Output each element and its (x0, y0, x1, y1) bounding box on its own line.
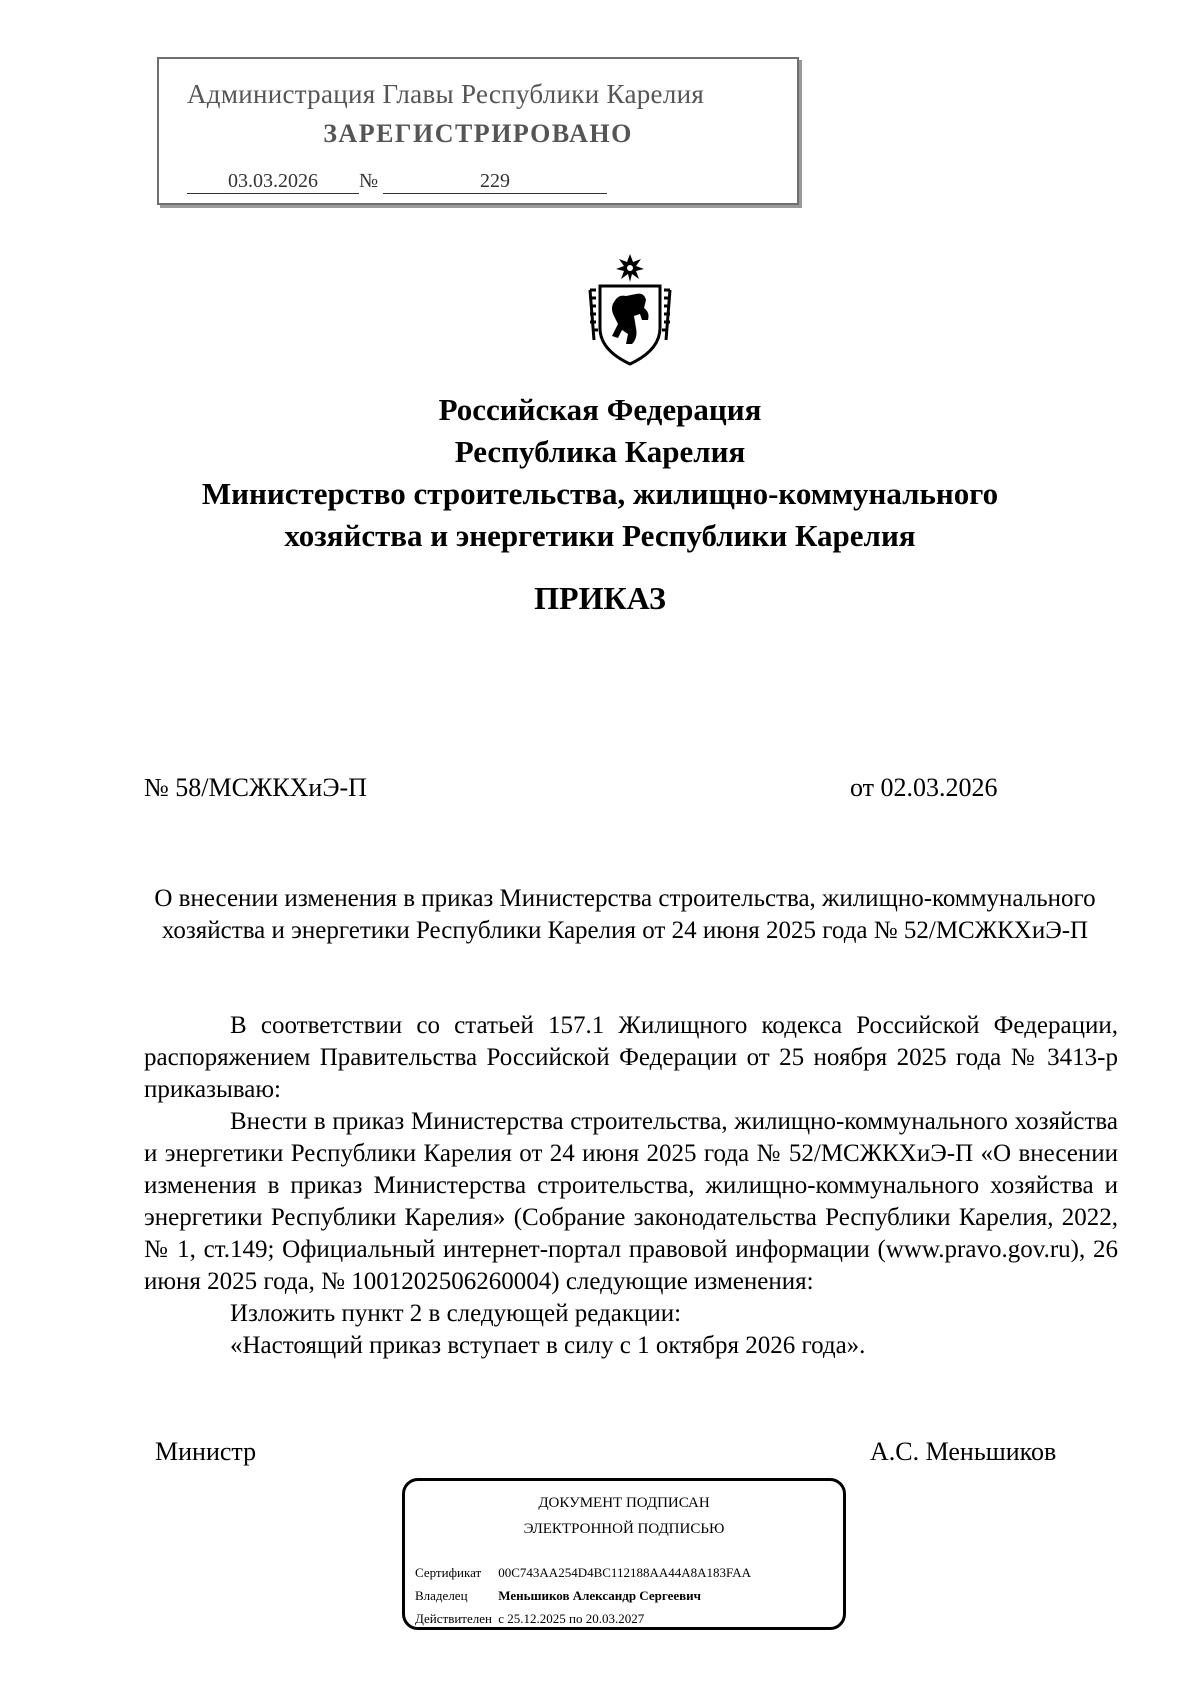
esig-validity-label: Действителен (415, 1611, 492, 1626)
registration-status: ЗАРЕГИСТРИРОВАНО (323, 119, 633, 148)
esig-certificate-label: Сертификат (415, 1565, 482, 1580)
header-ministry-line2: хозяйства и энергетики Республики Карелия (284, 518, 916, 553)
electronic-signature-stamp (402, 1478, 846, 1630)
body-paragraph-basis: В соответствии со статьей 157.1 Жилищного кодекса Российской Федерации, распоряжением Правительства Российской Федерации от 25 ноября 2025 года № 3413-р приказываю: (144, 1012, 1118, 1103)
esig-owner-row (415, 1588, 701, 1604)
header-country: Российская Федерация (438, 392, 762, 427)
body-paragraph-new-wording: «Настоящий приказ вступает в силу с 1 октября 2026 года». (230, 1332, 866, 1359)
header-ministry-line1: Министерство строительства, жилищно-коммунального (201, 476, 999, 511)
body-paragraph-amendment: Внести в приказ Министерства строительства, жилищно-коммунального хозяйства и энергетики Республики Карелия от 24 июня 2025 года № 52/МСЖКХиЭ-П «О внесении изменения в приказ Министерства строительства, жилищно-коммунального хозяйства и энергетики Республики Карелия» (Собрание законодательства Республики Карелия, 2022, № 1, ст.149; Официальный интернет-портал правовой информации (www.pravo.gov.ru), 26 июня 2025 года, № 1001202506260004) следующие изменения: (144, 1108, 1118, 1295)
registration-organization: Администрация Главы Республики Карелия (187, 79, 705, 109)
signatory-title: Министр (155, 1437, 257, 1466)
esig-owner-value: Меньшиков Александр Сергеевич (498, 1588, 701, 1603)
order-subject: О внесении изменения в приказ Министерства строительства, жилищно-коммунального хозяйства и энергетики Республики Карелия от 24 июня 2025 года № 52/МСЖКХиЭ-П (154, 885, 1096, 944)
registration-stamp (157, 57, 799, 205)
registration-date: 03.03.2026 (187, 170, 359, 194)
esig-validity-row (415, 1611, 644, 1627)
karelia-coat-of-arms-icon (584, 250, 676, 368)
signatory-name: А.С. Меньшиков (870, 1437, 1057, 1466)
esig-validity-value: с 25.12.2025 по 20.03.2027 (498, 1611, 645, 1626)
esig-title-line2: ЭЛЕКТРОННОЙ ПОДПИСЬЮ (523, 1521, 725, 1537)
order-body (144, 1010, 1118, 1362)
esig-title-line1: ДОКУМЕНТ ПОДПИСАН (538, 1495, 710, 1511)
body-paragraph-instruction: Изложить пункт 2 в следующей редакции: (230, 1300, 682, 1327)
order-number: № 58/МСЖКХиЭ-П (144, 773, 367, 802)
esig-owner-label: Владелец (415, 1588, 468, 1603)
esig-certificate-row (415, 1565, 751, 1581)
esig-certificate-value: 00C743AA254D4BC112188AA44A8A183FAA (498, 1565, 752, 1580)
header-republic: Республика Карелия (454, 434, 746, 469)
document-type: ПРИКАЗ (534, 580, 666, 616)
registration-number-sign: № (359, 170, 379, 192)
order-date: от 02.03.2026 (850, 773, 998, 802)
registration-number: 229 (383, 170, 607, 194)
